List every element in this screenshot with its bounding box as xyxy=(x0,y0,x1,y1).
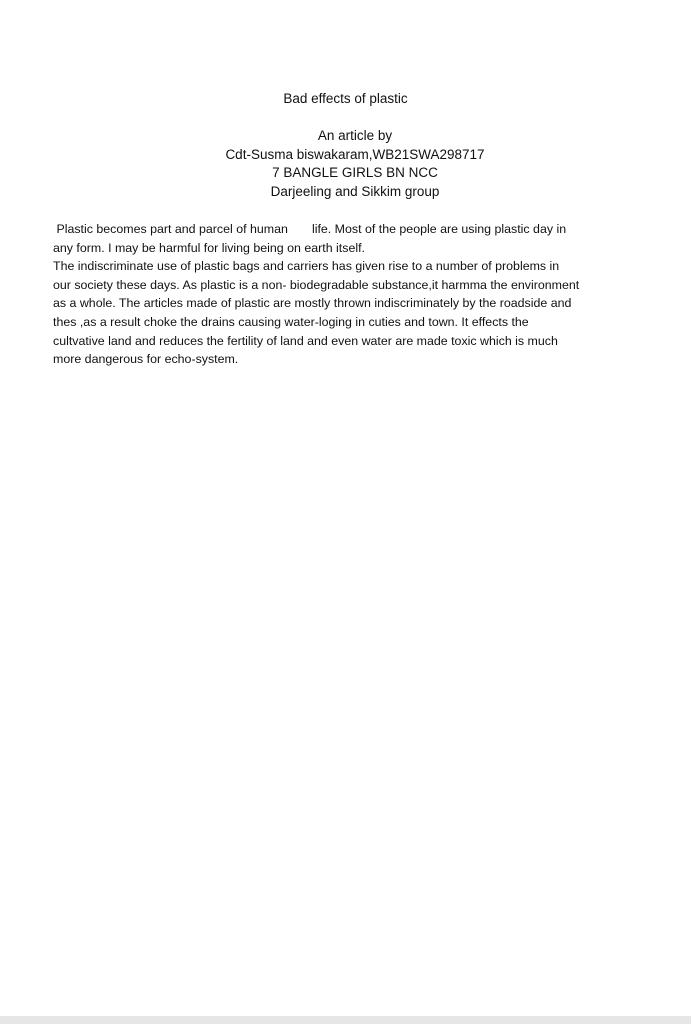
article-body xyxy=(53,220,653,369)
body-line: as a whole. The articles made of plastic are mostly thrown indiscriminately by the roadside and xyxy=(53,296,572,311)
group-name: Darjeeling and Sikkim group xyxy=(270,183,440,199)
author-name: Cdt-Susma biswakaram,WB21SWA298717 xyxy=(225,146,485,162)
body-line: thes ,as a result choke the drains causing water-loging in cuties and town. It effects the xyxy=(53,314,529,329)
body-line: any form. I may be harmful for living being on earth itself. xyxy=(53,240,365,255)
byline: An article by xyxy=(317,128,393,143)
body-line: Plastic becomes part and parcel of human life. Most of the people are using plastic day in xyxy=(53,222,567,236)
body-line: The indiscriminate use of plastic bags and carriers has given rise to a number of problems in xyxy=(53,259,560,274)
document-title: Bad effects of plastic xyxy=(283,91,408,106)
body-line: more dangerous for echo-system. xyxy=(53,352,239,367)
body-line: cultvative land and reduces the fertility of land and even water are made toxic which is much xyxy=(53,333,558,348)
battalion: 7 BANGLE GIRLS BN NCC xyxy=(272,165,438,180)
body-line: our society these days. As plastic is a non- biodegradable substance,it harmma the environment xyxy=(53,277,580,292)
page-bottom-edge xyxy=(0,1016,691,1024)
author-block xyxy=(0,127,691,201)
